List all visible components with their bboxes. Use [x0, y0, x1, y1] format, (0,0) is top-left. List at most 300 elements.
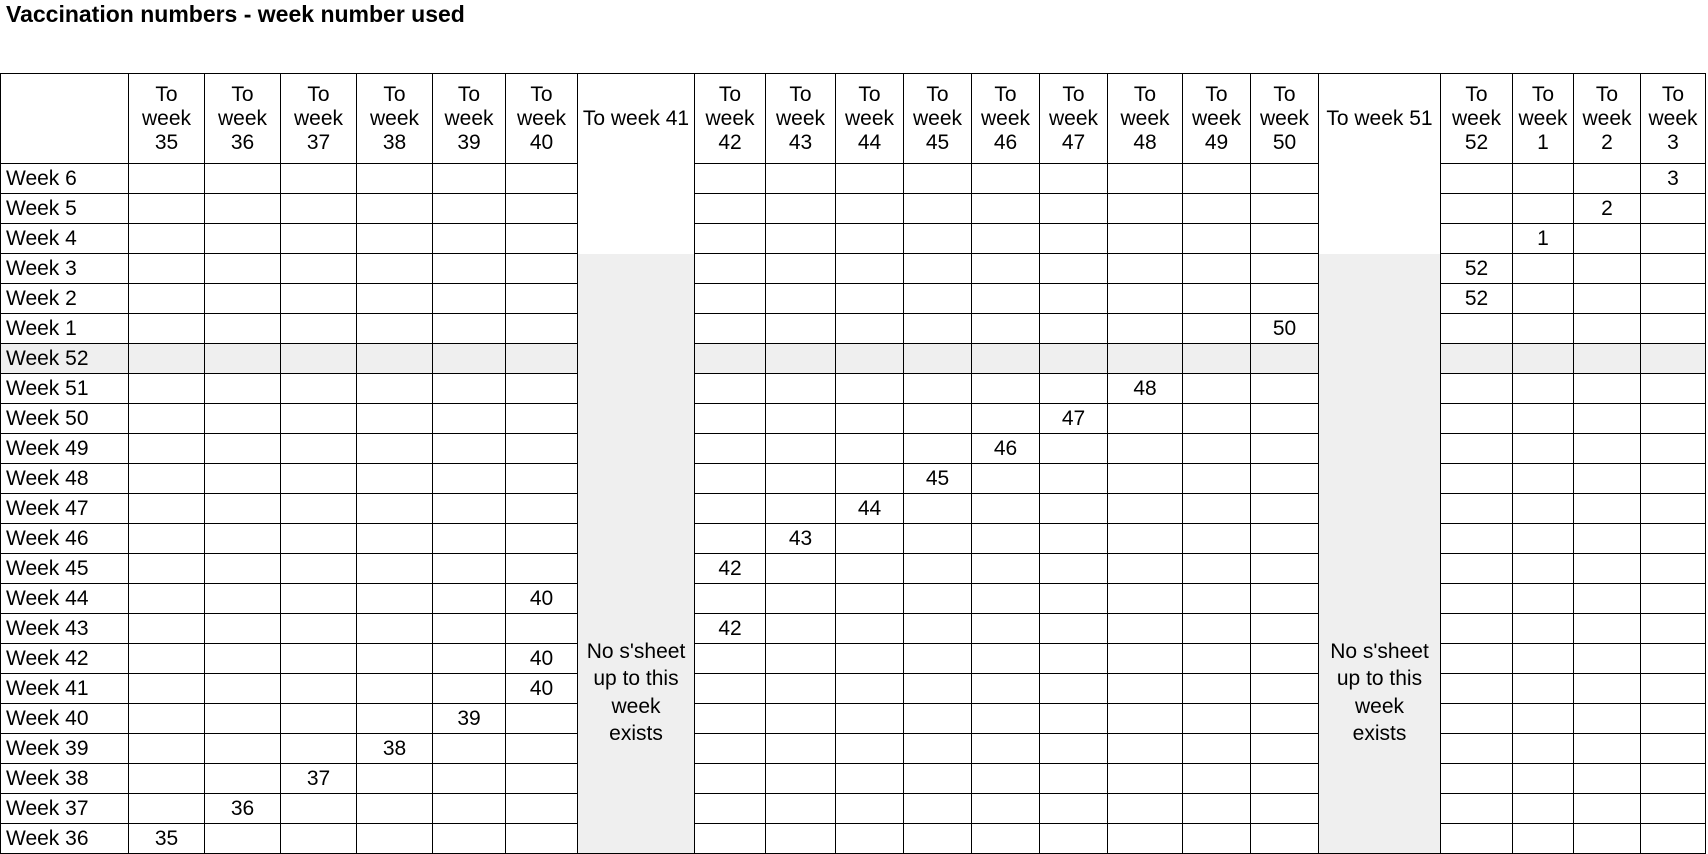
- data-cell: [1183, 374, 1251, 404]
- data-cell: [1574, 734, 1641, 764]
- data-cell: [766, 764, 836, 794]
- data-cell: [1183, 614, 1251, 644]
- row-label: Week 36: [1, 824, 129, 854]
- data-cell: 42: [695, 554, 766, 584]
- row-label: Week 45: [1, 554, 129, 584]
- data-cell: [357, 314, 433, 344]
- data-cell: [1108, 674, 1183, 704]
- data-cell: [836, 794, 904, 824]
- data-cell: [1513, 194, 1574, 224]
- data-cell: [836, 224, 904, 254]
- data-cell: [281, 824, 357, 854]
- data-cell: [1251, 224, 1319, 254]
- column-header-39: To week 39: [433, 74, 506, 164]
- data-cell: [1441, 314, 1513, 344]
- data-cell: [281, 464, 357, 494]
- data-cell: [1441, 614, 1513, 644]
- data-cell: [1574, 704, 1641, 734]
- data-cell: [1108, 704, 1183, 734]
- column-header-1: To week 1: [1513, 74, 1574, 164]
- data-cell: [1040, 494, 1108, 524]
- data-cell: [836, 554, 904, 584]
- data-cell: [357, 584, 433, 614]
- data-cell: [1251, 464, 1319, 494]
- data-cell: [972, 494, 1040, 524]
- data-cell: [1040, 734, 1108, 764]
- data-cell: [1108, 824, 1183, 854]
- data-cell: [1641, 434, 1706, 464]
- data-cell: [1441, 164, 1513, 194]
- data-cell: [281, 614, 357, 644]
- data-cell: [1040, 314, 1108, 344]
- data-cell: [129, 734, 205, 764]
- data-cell: [836, 194, 904, 224]
- row-label: Week 38: [1, 764, 129, 794]
- data-cell: [1513, 374, 1574, 404]
- data-cell: [695, 464, 766, 494]
- data-cell: [1441, 524, 1513, 554]
- data-cell: [281, 254, 357, 284]
- data-cell: [1441, 494, 1513, 524]
- data-cell: [1040, 464, 1108, 494]
- data-cell: [129, 764, 205, 794]
- data-cell: [1183, 494, 1251, 524]
- data-cell: [1183, 164, 1251, 194]
- data-cell: [1251, 164, 1319, 194]
- data-cell: [972, 374, 1040, 404]
- data-cell: [1441, 644, 1513, 674]
- data-cell: [433, 164, 506, 194]
- data-cell: [766, 464, 836, 494]
- data-cell: [1040, 764, 1108, 794]
- data-cell: [1441, 224, 1513, 254]
- data-cell: [1183, 734, 1251, 764]
- data-cell: [836, 764, 904, 794]
- row-label: Week 48: [1, 464, 129, 494]
- data-cell: [1641, 674, 1706, 704]
- data-cell: [904, 374, 972, 404]
- data-cell: [357, 524, 433, 554]
- data-cell: [695, 374, 766, 404]
- data-cell: [1574, 314, 1641, 344]
- data-cell: [1641, 554, 1706, 584]
- data-cell: [972, 314, 1040, 344]
- data-cell: [1641, 764, 1706, 794]
- data-cell: [506, 494, 578, 524]
- data-cell: [1641, 794, 1706, 824]
- data-cell: [695, 254, 766, 284]
- data-cell: [1441, 434, 1513, 464]
- column-header-36: To week 36: [205, 74, 281, 164]
- row-label: Week 44: [1, 584, 129, 614]
- data-cell: [129, 284, 205, 314]
- data-cell: [1641, 194, 1706, 224]
- data-cell: [1441, 704, 1513, 734]
- data-cell: [1574, 584, 1641, 614]
- no-sheet-note-line: exists: [609, 722, 663, 745]
- data-cell: [1641, 494, 1706, 524]
- row-label: Week 52: [1, 344, 129, 374]
- data-cell: [357, 614, 433, 644]
- data-cell: [904, 194, 972, 224]
- data-cell: [1251, 794, 1319, 824]
- data-cell: [506, 194, 578, 224]
- data-cell: [972, 344, 1040, 374]
- data-cell: [433, 344, 506, 374]
- data-cell: [1183, 704, 1251, 734]
- data-cell: [1574, 824, 1641, 854]
- data-cell: [506, 164, 578, 194]
- data-cell: [904, 434, 972, 464]
- data-cell: [506, 314, 578, 344]
- data-cell: [836, 464, 904, 494]
- data-cell: [972, 464, 1040, 494]
- data-cell: [1574, 764, 1641, 794]
- data-cell: [766, 644, 836, 674]
- data-cell: [904, 614, 972, 644]
- data-cell: [695, 344, 766, 374]
- data-cell: [836, 524, 904, 554]
- data-cell: [1513, 554, 1574, 584]
- data-cell: [1251, 554, 1319, 584]
- data-cell: [433, 644, 506, 674]
- data-cell: [766, 374, 836, 404]
- data-cell: [836, 314, 904, 344]
- column-header-37: To week 37: [281, 74, 357, 164]
- data-cell: [904, 824, 972, 854]
- data-cell: [506, 704, 578, 734]
- data-cell: [1108, 254, 1183, 284]
- data-cell: [205, 644, 281, 674]
- no-sheet-note-line: No s'sheet: [586, 639, 686, 663]
- no-sheet-note-line: exists: [1352, 722, 1407, 745]
- data-cell: [1441, 794, 1513, 824]
- data-cell: [1513, 284, 1574, 314]
- data-cell: [129, 494, 205, 524]
- data-cell: [1183, 224, 1251, 254]
- table-header: [1, 74, 1706, 164]
- data-cell: [972, 284, 1040, 314]
- data-cell: 42: [695, 614, 766, 644]
- data-cell: 40: [506, 644, 578, 674]
- data-cell: [904, 284, 972, 314]
- data-cell: [205, 734, 281, 764]
- data-cell: 39: [433, 704, 506, 734]
- data-cell: [433, 614, 506, 644]
- data-cell: [506, 524, 578, 554]
- data-cell: [766, 614, 836, 644]
- data-cell: [129, 404, 205, 434]
- data-cell: [1251, 674, 1319, 704]
- data-cell: [205, 194, 281, 224]
- data-cell: [1183, 464, 1251, 494]
- data-cell: [1441, 194, 1513, 224]
- data-cell: [1108, 434, 1183, 464]
- data-cell: [506, 254, 578, 284]
- data-cell: [1040, 434, 1108, 464]
- data-cell: [1641, 314, 1706, 344]
- data-cell: [1441, 824, 1513, 854]
- data-cell: [1574, 224, 1641, 254]
- data-cell: [281, 374, 357, 404]
- data-cell: [357, 434, 433, 464]
- data-cell: [129, 374, 205, 404]
- data-cell: [1040, 524, 1108, 554]
- data-cell: [357, 554, 433, 584]
- data-cell: [766, 674, 836, 704]
- row-label: Week 41: [1, 674, 129, 704]
- data-cell: [1251, 824, 1319, 854]
- data-cell: [766, 254, 836, 284]
- data-cell: [1040, 554, 1108, 584]
- data-cell: [205, 254, 281, 284]
- data-cell: [972, 704, 1040, 734]
- data-cell: [836, 164, 904, 194]
- data-cell: [281, 554, 357, 584]
- data-cell: [357, 464, 433, 494]
- data-cell: [1574, 464, 1641, 494]
- data-cell: [766, 824, 836, 854]
- data-cell: [205, 314, 281, 344]
- data-cell: [766, 494, 836, 524]
- data-cell: [1641, 404, 1706, 434]
- data-cell: [1441, 764, 1513, 794]
- data-cell: [1040, 614, 1108, 644]
- data-cell: [1251, 434, 1319, 464]
- data-cell: [129, 794, 205, 824]
- data-cell: [836, 734, 904, 764]
- data-cell: [1251, 644, 1319, 674]
- data-cell: [972, 224, 1040, 254]
- data-cell: [129, 704, 205, 734]
- data-cell: [766, 314, 836, 344]
- data-cell: [357, 254, 433, 284]
- data-cell: [1513, 794, 1574, 824]
- data-cell: [1513, 524, 1574, 554]
- data-cell: [205, 554, 281, 584]
- data-cell: [695, 734, 766, 764]
- data-cell: [972, 554, 1040, 584]
- data-cell: [1183, 284, 1251, 314]
- data-cell: [1040, 284, 1108, 314]
- no-sheet-block-41: [578, 254, 695, 854]
- no-sheet-spacer-41: [578, 164, 695, 254]
- data-cell: [1183, 824, 1251, 854]
- data-cell: [1183, 314, 1251, 344]
- data-cell: 40: [506, 584, 578, 614]
- data-cell: [1641, 224, 1706, 254]
- data-cell: [205, 584, 281, 614]
- data-cell: [1574, 644, 1641, 674]
- data-cell: [1574, 524, 1641, 554]
- data-cell: [1183, 194, 1251, 224]
- data-cell: [695, 194, 766, 224]
- data-cell: [433, 524, 506, 554]
- data-cell: [281, 734, 357, 764]
- data-cell: [695, 404, 766, 434]
- data-cell: [972, 794, 1040, 824]
- data-cell: [836, 404, 904, 434]
- data-cell: [205, 614, 281, 644]
- row-label: Week 2: [1, 284, 129, 314]
- data-cell: [766, 164, 836, 194]
- data-cell: [1108, 764, 1183, 794]
- data-cell: [506, 554, 578, 584]
- data-cell: [695, 824, 766, 854]
- data-cell: [129, 584, 205, 614]
- data-cell: [695, 224, 766, 254]
- data-cell: [1040, 374, 1108, 404]
- column-header-52: To week 52: [1441, 74, 1513, 164]
- data-cell: 50: [1251, 314, 1319, 344]
- data-cell: [506, 794, 578, 824]
- row-label: Week 46: [1, 524, 129, 554]
- data-cell: [129, 314, 205, 344]
- no-sheet-note: [1319, 638, 1440, 748]
- data-cell: [205, 374, 281, 404]
- data-cell: [205, 524, 281, 554]
- data-cell: 1: [1513, 224, 1574, 254]
- data-cell: [205, 704, 281, 734]
- data-cell: [129, 254, 205, 284]
- data-cell: [1513, 584, 1574, 614]
- data-cell: [1183, 344, 1251, 374]
- data-cell: [506, 464, 578, 494]
- data-cell: [1513, 164, 1574, 194]
- table-body: [1, 164, 1706, 854]
- data-cell: [506, 614, 578, 644]
- data-cell: [1574, 284, 1641, 314]
- data-cell: [695, 674, 766, 704]
- data-cell: [1513, 734, 1574, 764]
- data-cell: [904, 404, 972, 434]
- data-cell: [1108, 734, 1183, 764]
- data-cell: [129, 524, 205, 554]
- data-cell: [766, 404, 836, 434]
- data-cell: [1513, 674, 1574, 704]
- data-cell: [1040, 644, 1108, 674]
- data-cell: 44: [836, 494, 904, 524]
- data-cell: [1641, 284, 1706, 314]
- data-cell: [972, 254, 1040, 284]
- data-cell: [836, 674, 904, 704]
- data-cell: [433, 734, 506, 764]
- data-cell: [1513, 614, 1574, 644]
- data-cell: [1513, 764, 1574, 794]
- data-cell: [1251, 614, 1319, 644]
- data-cell: [904, 314, 972, 344]
- data-cell: [1641, 734, 1706, 764]
- data-cell: [972, 194, 1040, 224]
- data-cell: [281, 164, 357, 194]
- no-sheet-block-51: [1319, 254, 1441, 854]
- data-cell: [1574, 614, 1641, 644]
- data-cell: [836, 344, 904, 374]
- data-cell: [506, 404, 578, 434]
- data-cell: [281, 494, 357, 524]
- data-cell: [1513, 644, 1574, 674]
- data-cell: [433, 494, 506, 524]
- data-cell: [1040, 194, 1108, 224]
- data-cell: [281, 584, 357, 614]
- data-cell: [281, 224, 357, 254]
- data-cell: [357, 164, 433, 194]
- data-cell: [766, 344, 836, 374]
- data-cell: [506, 284, 578, 314]
- data-cell: 43: [766, 524, 836, 554]
- data-cell: [129, 344, 205, 374]
- data-cell: [1513, 254, 1574, 284]
- column-header-50: To week 50: [1251, 74, 1319, 164]
- data-cell: [766, 554, 836, 584]
- data-cell: [1108, 464, 1183, 494]
- data-cell: [1040, 164, 1108, 194]
- data-cell: [836, 704, 904, 734]
- data-cell: [205, 404, 281, 434]
- data-cell: [205, 824, 281, 854]
- data-cell: [766, 584, 836, 614]
- data-cell: 38: [357, 734, 433, 764]
- data-cell: [1040, 254, 1108, 284]
- data-cell: 2: [1574, 194, 1641, 224]
- data-cell: [904, 764, 972, 794]
- data-cell: [433, 314, 506, 344]
- data-cell: [357, 674, 433, 704]
- data-cell: [357, 194, 433, 224]
- data-cell: [836, 254, 904, 284]
- column-header-47: To week 47: [1040, 74, 1108, 164]
- data-cell: [972, 734, 1040, 764]
- data-cell: [1441, 464, 1513, 494]
- data-cell: [433, 224, 506, 254]
- data-cell: [1108, 494, 1183, 524]
- data-cell: [766, 194, 836, 224]
- data-cell: [1251, 194, 1319, 224]
- column-header-35: To week 35: [129, 74, 205, 164]
- data-cell: [1108, 644, 1183, 674]
- data-cell: [904, 734, 972, 764]
- data-cell: [766, 704, 836, 734]
- data-cell: [904, 794, 972, 824]
- vaccination-table: [0, 73, 1706, 854]
- data-cell: [1040, 224, 1108, 254]
- data-cell: [281, 644, 357, 674]
- data-cell: [357, 794, 433, 824]
- data-cell: 52: [1441, 254, 1513, 284]
- data-cell: [1108, 224, 1183, 254]
- data-cell: [1641, 524, 1706, 554]
- data-cell: [205, 464, 281, 494]
- data-cell: [1183, 524, 1251, 554]
- data-cell: [1441, 554, 1513, 584]
- data-cell: [836, 614, 904, 644]
- data-cell: [972, 164, 1040, 194]
- data-cell: [1251, 704, 1319, 734]
- data-cell: [1108, 524, 1183, 554]
- data-cell: [129, 554, 205, 584]
- data-cell: [1513, 704, 1574, 734]
- data-cell: [433, 194, 506, 224]
- data-cell: [1641, 644, 1706, 674]
- no-sheet-note: [578, 638, 694, 748]
- data-cell: [1251, 374, 1319, 404]
- data-cell: [205, 434, 281, 464]
- data-cell: [1574, 164, 1641, 194]
- data-cell: [129, 224, 205, 254]
- data-cell: [1108, 284, 1183, 314]
- data-cell: [695, 644, 766, 674]
- data-cell: [1441, 734, 1513, 764]
